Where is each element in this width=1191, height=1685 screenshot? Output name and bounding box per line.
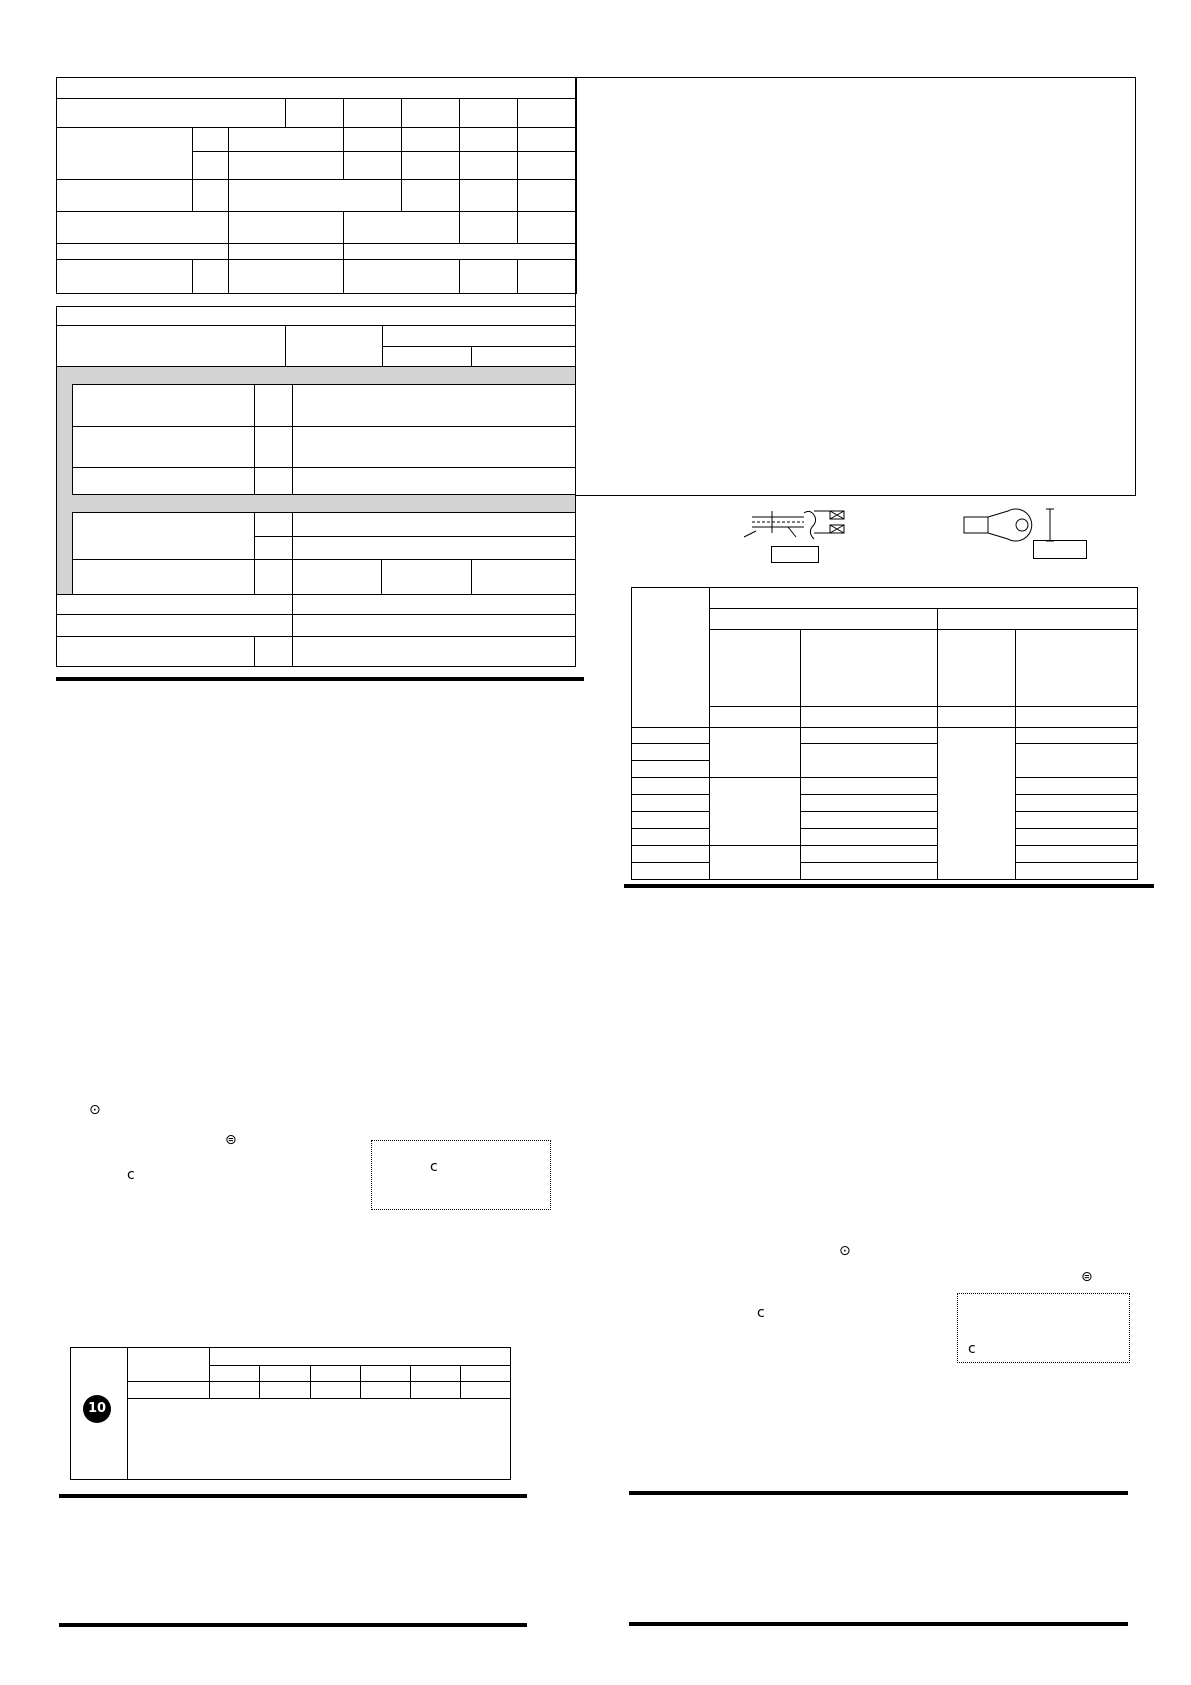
section-rule <box>59 1494 527 1498</box>
safety-symbol-icon: ⊙ <box>839 1243 851 1259</box>
spec-cell <box>518 128 577 152</box>
spec-cell <box>518 260 577 294</box>
spec-row-label <box>57 180 193 212</box>
group-band <box>57 512 72 594</box>
spec-cell <box>193 180 229 212</box>
spec-cell <box>460 152 518 180</box>
spec-cell <box>229 180 402 212</box>
spec-table-title <box>57 78 577 99</box>
spec-cell <box>193 152 229 180</box>
safety-symbol-icon: ⊜ <box>225 1132 237 1148</box>
spec-cell <box>229 260 344 294</box>
spec-cell <box>344 128 402 152</box>
wiring-table-frame <box>56 306 576 667</box>
hook-mark-icon: ᴄ <box>968 1341 976 1357</box>
section-rule <box>624 884 1154 888</box>
section-rule <box>629 1622 1128 1626</box>
spec-header-cell <box>57 99 286 128</box>
spec-cell <box>229 244 344 260</box>
substance-table-frame <box>70 1347 511 1480</box>
spec-cell <box>460 180 518 212</box>
spec-cell <box>193 128 229 152</box>
dimension-label-box <box>771 546 819 563</box>
group-band <box>57 367 575 384</box>
spec-cell <box>344 244 577 260</box>
spec-header-cell <box>518 99 577 128</box>
section-rule <box>629 1491 1128 1495</box>
safety-symbol-icon: ⊙ <box>89 1102 101 1118</box>
spec-cell <box>402 152 460 180</box>
spec-header-cell <box>460 99 518 128</box>
note-box <box>371 1140 551 1210</box>
note-box <box>957 1293 1130 1363</box>
group-band <box>57 495 575 512</box>
spec-header-cell <box>286 99 344 128</box>
spec-cell <box>460 212 518 244</box>
spec-row-label <box>57 212 229 244</box>
hook-mark-icon: ᴄ <box>430 1159 438 1175</box>
spec-cell <box>518 180 577 212</box>
spec-row-label <box>57 260 193 294</box>
spec-cell <box>460 128 518 152</box>
hook-mark-icon: ᴄ <box>757 1305 765 1321</box>
spec-cell <box>229 128 344 152</box>
group-band <box>57 384 72 495</box>
spec-cell <box>518 152 577 180</box>
spec-cell <box>229 152 344 180</box>
spec-cell <box>402 128 460 152</box>
section-rule <box>56 677 584 681</box>
spec-cell <box>344 260 460 294</box>
spec-header-cell <box>402 99 460 128</box>
spec-row-label <box>57 244 229 260</box>
section-rule <box>59 1623 527 1627</box>
ring-terminal-diagram <box>962 505 1062 545</box>
spec-header-cell <box>344 99 402 128</box>
spec-cell <box>518 212 577 244</box>
hook-mark-icon: ᴄ <box>127 1167 135 1183</box>
upper-right-frame <box>575 77 1136 496</box>
safety-symbol-icon: ⊜ <box>1081 1269 1093 1285</box>
cable-strip-diagram <box>742 503 862 543</box>
efup-10-label: 10 <box>87 1401 107 1416</box>
efup-10-icon <box>83 1395 111 1423</box>
spec-row-label <box>57 128 193 180</box>
spec-cell <box>193 260 229 294</box>
spec-cell <box>344 152 402 180</box>
spec-cell <box>402 180 460 212</box>
spec-cell <box>344 212 460 244</box>
dimension-label-box <box>1033 540 1087 559</box>
spec-cell <box>460 260 518 294</box>
spec-table <box>56 77 577 294</box>
cable-table-frame <box>631 587 1138 880</box>
spec-cell <box>229 212 344 244</box>
